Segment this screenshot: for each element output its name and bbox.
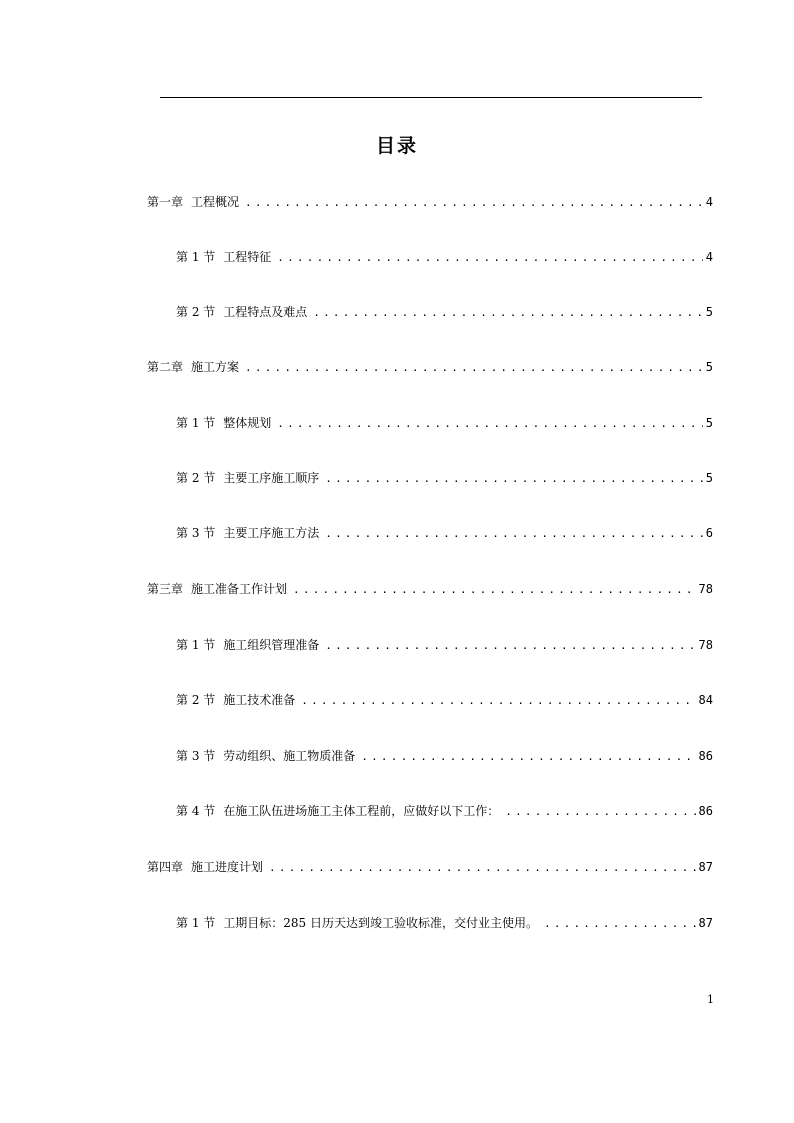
toc-entry[interactable] bbox=[147, 360, 713, 374]
toc-entry-number: 第 1 节 bbox=[176, 416, 216, 430]
toc-entry[interactable] bbox=[176, 416, 713, 430]
toc-entry-page: 5 bbox=[705, 471, 713, 485]
dot-leader bbox=[269, 861, 696, 875]
toc-entry-number: 第 2 节 bbox=[176, 471, 216, 485]
toc-entry-text: 施工准备工作计划 bbox=[191, 582, 288, 596]
toc-entry[interactable] bbox=[176, 693, 713, 707]
toc-entry-number: 第 2 节 bbox=[176, 305, 216, 319]
toc-entry[interactable] bbox=[176, 526, 713, 540]
toc-entry-page: 78 bbox=[698, 582, 713, 596]
toc-entry-page: 5 bbox=[705, 305, 713, 319]
toc-entry[interactable] bbox=[176, 916, 713, 930]
dot-leader bbox=[313, 306, 702, 320]
page-number: 1 bbox=[707, 993, 714, 1006]
toc-entry-page: 5 bbox=[705, 360, 713, 374]
toc-entry-number: 第 1 节 bbox=[176, 250, 216, 264]
toc-entry-page: 86 bbox=[698, 749, 713, 763]
toc-entry[interactable] bbox=[176, 250, 713, 264]
toc-entry-text: 施工进度计划 bbox=[191, 860, 264, 874]
toc-entry[interactable] bbox=[176, 804, 713, 818]
toc-entry-number: 第三章 bbox=[147, 582, 184, 596]
toc-entry-text: 施工方案 bbox=[191, 360, 240, 374]
toc-entry[interactable] bbox=[147, 860, 713, 874]
dot-leader bbox=[544, 917, 696, 931]
toc-entry-number: 第 3 节 bbox=[176, 526, 216, 540]
toc-entry-page: 4 bbox=[705, 195, 713, 209]
dot-leader bbox=[245, 361, 703, 375]
toc-entry-text: 工程概况 bbox=[191, 195, 240, 209]
toc-entry-text: 施工组织管理准备 bbox=[223, 638, 320, 652]
toc-entry-page: 5 bbox=[705, 416, 713, 430]
toc-entry-number: 第 3 节 bbox=[176, 749, 216, 763]
dot-leader bbox=[325, 639, 695, 653]
toc-entry-page: 6 bbox=[705, 526, 713, 540]
toc-entry-number: 第 1 节 bbox=[176, 638, 216, 652]
toc-entry-text: 工期目标：285 日历天达到竣工验收标准，交付业主使用。 bbox=[223, 916, 538, 930]
toc-entry[interactable] bbox=[176, 638, 713, 652]
toc-entry-text: 主要工序施工方法 bbox=[223, 526, 320, 540]
toc-entry-number: 第一章 bbox=[147, 195, 184, 209]
dot-leader bbox=[301, 694, 695, 708]
toc-entry-page: 86 bbox=[698, 804, 713, 818]
toc-entry-number: 第二章 bbox=[147, 360, 184, 374]
toc-title: 目录 bbox=[375, 135, 418, 157]
toc-entry-page: 87 bbox=[698, 916, 713, 930]
toc-entry-text: 整体规划 bbox=[223, 416, 272, 430]
toc-entry-number: 第四章 bbox=[147, 860, 184, 874]
toc-entry-page: 84 bbox=[698, 693, 713, 707]
toc-entry-text: 施工技术准备 bbox=[223, 693, 296, 707]
toc-entry-text: 主要工序施工顺序 bbox=[223, 471, 320, 485]
toc-entry-text: 工程特点及难点 bbox=[223, 305, 308, 319]
dot-leader bbox=[325, 527, 702, 541]
toc-entry-page: 4 bbox=[705, 250, 713, 264]
toc-entry[interactable] bbox=[147, 195, 713, 209]
toc-entry-text: 劳动组织、施工物质准备 bbox=[223, 749, 356, 763]
dot-leader bbox=[277, 417, 702, 431]
toc-entry-number: 第 1 节 bbox=[176, 916, 216, 930]
toc-entry-page: 78 bbox=[698, 638, 713, 652]
toc-entry[interactable] bbox=[176, 471, 713, 485]
dot-leader bbox=[361, 750, 695, 764]
dot-leader bbox=[325, 472, 702, 486]
toc-entry-text: 在施工队伍进场施工主体工程前，应做好以下工作： bbox=[223, 804, 500, 818]
dot-leader bbox=[505, 805, 695, 819]
dot-leader bbox=[293, 583, 696, 597]
toc-entry-page: 87 bbox=[698, 860, 713, 874]
dot-leader bbox=[245, 196, 703, 210]
toc-entry-text: 工程特征 bbox=[223, 250, 272, 264]
toc-entry[interactable] bbox=[176, 749, 713, 763]
toc-entry[interactable] bbox=[147, 582, 713, 596]
dot-leader bbox=[277, 251, 702, 265]
toc-entry-number: 第 2 节 bbox=[176, 693, 216, 707]
toc-entry[interactable] bbox=[176, 305, 713, 319]
toc-entry-number: 第 4 节 bbox=[176, 804, 216, 818]
